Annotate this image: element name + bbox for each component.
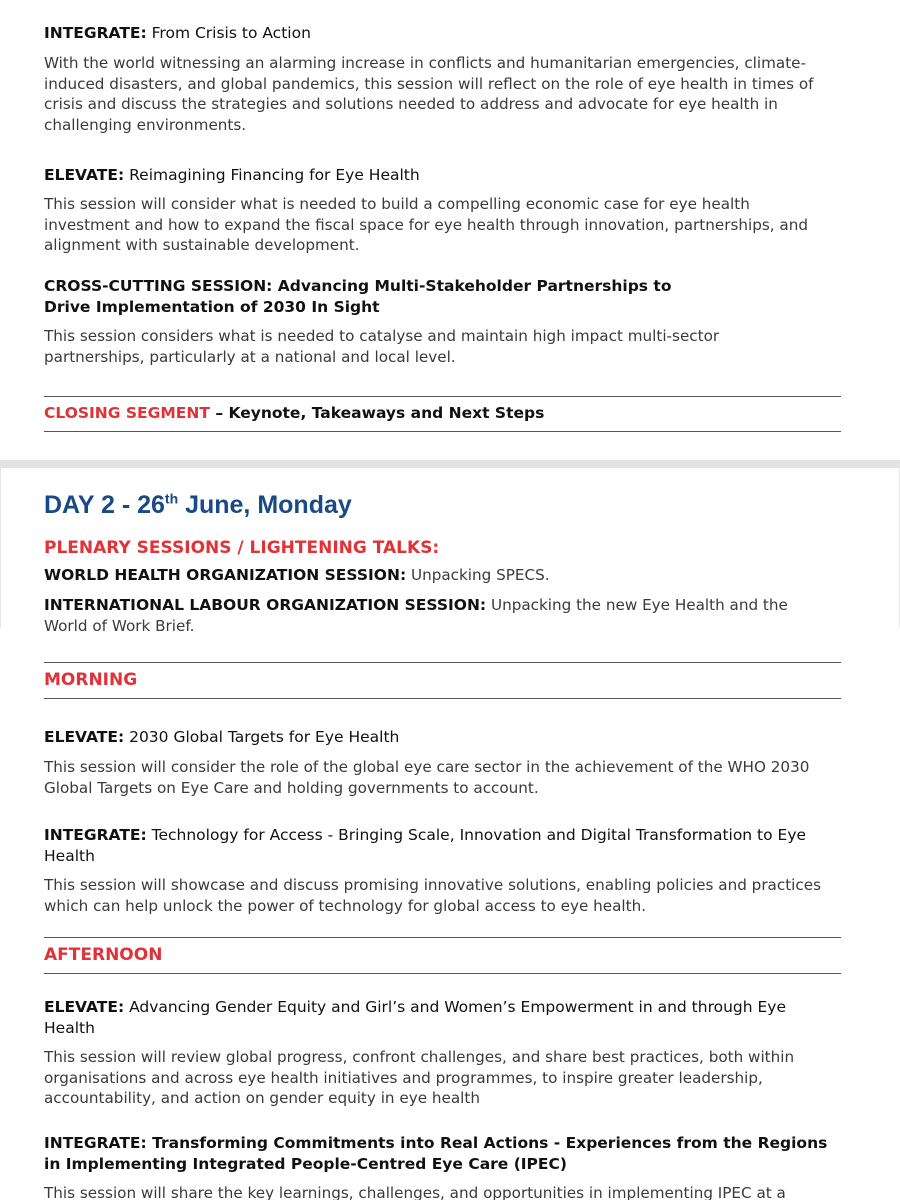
session-title: Technology for Access - Bringing Scale, Innovation and Digital Transformation to Eye Health	[44, 826, 807, 865]
plenary-item	[44, 595, 814, 636]
session-title: Reimagining Financing for Eye Health	[124, 166, 420, 184]
session-heading	[44, 997, 839, 1038]
session-description: This session will consider the role of the global eye care sector in the achievement of the WHO 2030 Global Targets on Eye Care and holding governments to account.	[44, 758, 810, 797]
closing-text: – Keynote, Takeaways and Next Steps	[209, 404, 545, 422]
divider	[44, 396, 841, 397]
closing-label: CLOSING SEGMENT	[44, 404, 210, 422]
divider	[44, 698, 841, 699]
day-title	[44, 490, 844, 520]
session-tag: INTEGRATE:	[44, 826, 147, 844]
session-description: This session will consider what is needed to build a compelling economic case for eye health investment and how to expand the fiscal space for eye health through innovation, partnerships, and alignment with sustainable development.	[44, 195, 808, 254]
day-title-suffix: June, Monday	[178, 491, 352, 519]
session-description: This session will showcase and discuss promising innovative solutions, enabling policies and practices which can help unlock the power of technology for global access to eye health.	[44, 876, 821, 915]
session-title-line2: Drive Implementation of 2030 In Sight	[44, 297, 380, 316]
session-tag: INTEGRATE:	[44, 1134, 147, 1152]
session-tag: ELEVATE:	[44, 728, 125, 746]
page-separator	[0, 460, 900, 468]
divider	[44, 937, 841, 938]
session-title: Advancing Multi-Stakeholder Partnerships to	[272, 277, 672, 295]
divider	[44, 431, 841, 432]
session-title: Advancing Gender Equity and Girl’s and Women’s Empowerment in and through Eye Health	[44, 998, 787, 1037]
session-tag: INTEGRATE:	[44, 24, 147, 42]
session-heading	[44, 165, 844, 186]
divider	[44, 973, 841, 974]
day-title-prefix: DAY 2 - 26	[44, 491, 165, 519]
session-heading	[44, 825, 834, 866]
plenary-tag: WORLD HEALTH ORGANIZATION SESSION:	[44, 566, 407, 584]
session-heading	[44, 1133, 834, 1174]
session-description: With the world witnessing an alarming increase in conflicts and humanitarian emergencies, climate-induced disasters, and global pandemics, this session will reflect on the role of eye health in times of crisis and discuss the strategies and solutions needed to address and advocate for eye health in challenging environments.	[44, 54, 814, 134]
plenary-text: Unpacking SPECS.	[406, 566, 550, 584]
plenary-item	[44, 565, 844, 586]
session-heading	[44, 727, 844, 748]
afternoon-label: AFTERNOON	[44, 945, 163, 965]
session-description: This session considers what is needed to catalyse and maintain high impact multi-sector partnerships, particularly at a national and local level.	[44, 327, 720, 366]
day-title-ordinal: th	[164, 490, 179, 507]
session-title: From Crisis to Action	[146, 24, 311, 42]
session-description: This session will review global progress, confront challenges, and share best practices, both within organisations and across eye health initiatives and programmes, to inspire greater leadership, accountability, and action on gender equity in eye health	[44, 1048, 795, 1107]
plenary-tag: INTERNATIONAL LABOUR ORGANIZATION SESSION:	[44, 596, 487, 614]
plenary-label: PLENARY SESSIONS / LIGHTENING TALKS:	[44, 538, 440, 558]
plenary-text: Unpacking the new Eye Health and the World of Work Brief.	[44, 596, 788, 635]
closing-segment	[44, 403, 844, 424]
session-tag: ELEVATE:	[44, 998, 125, 1016]
morning-label: MORNING	[44, 670, 138, 690]
session-title: 2030 Global Targets for Eye Health	[124, 728, 400, 746]
session-tag: ELEVATE:	[44, 166, 125, 184]
session-tag: CROSS-CUTTING SESSION:	[44, 277, 273, 295]
page-edge-left	[0, 468, 1, 628]
session-heading	[44, 276, 844, 317]
session-title: Transforming Commitments into Real Actions - Experiences from the Regions in Implementing Integrated People-Centred Eye Care (IPEC)	[44, 1134, 828, 1173]
session-heading	[44, 23, 844, 44]
session-description: This session will share the key learnings, challenges, and opportunities in implementing IPEC at a	[44, 1184, 786, 1200]
divider	[44, 662, 841, 663]
